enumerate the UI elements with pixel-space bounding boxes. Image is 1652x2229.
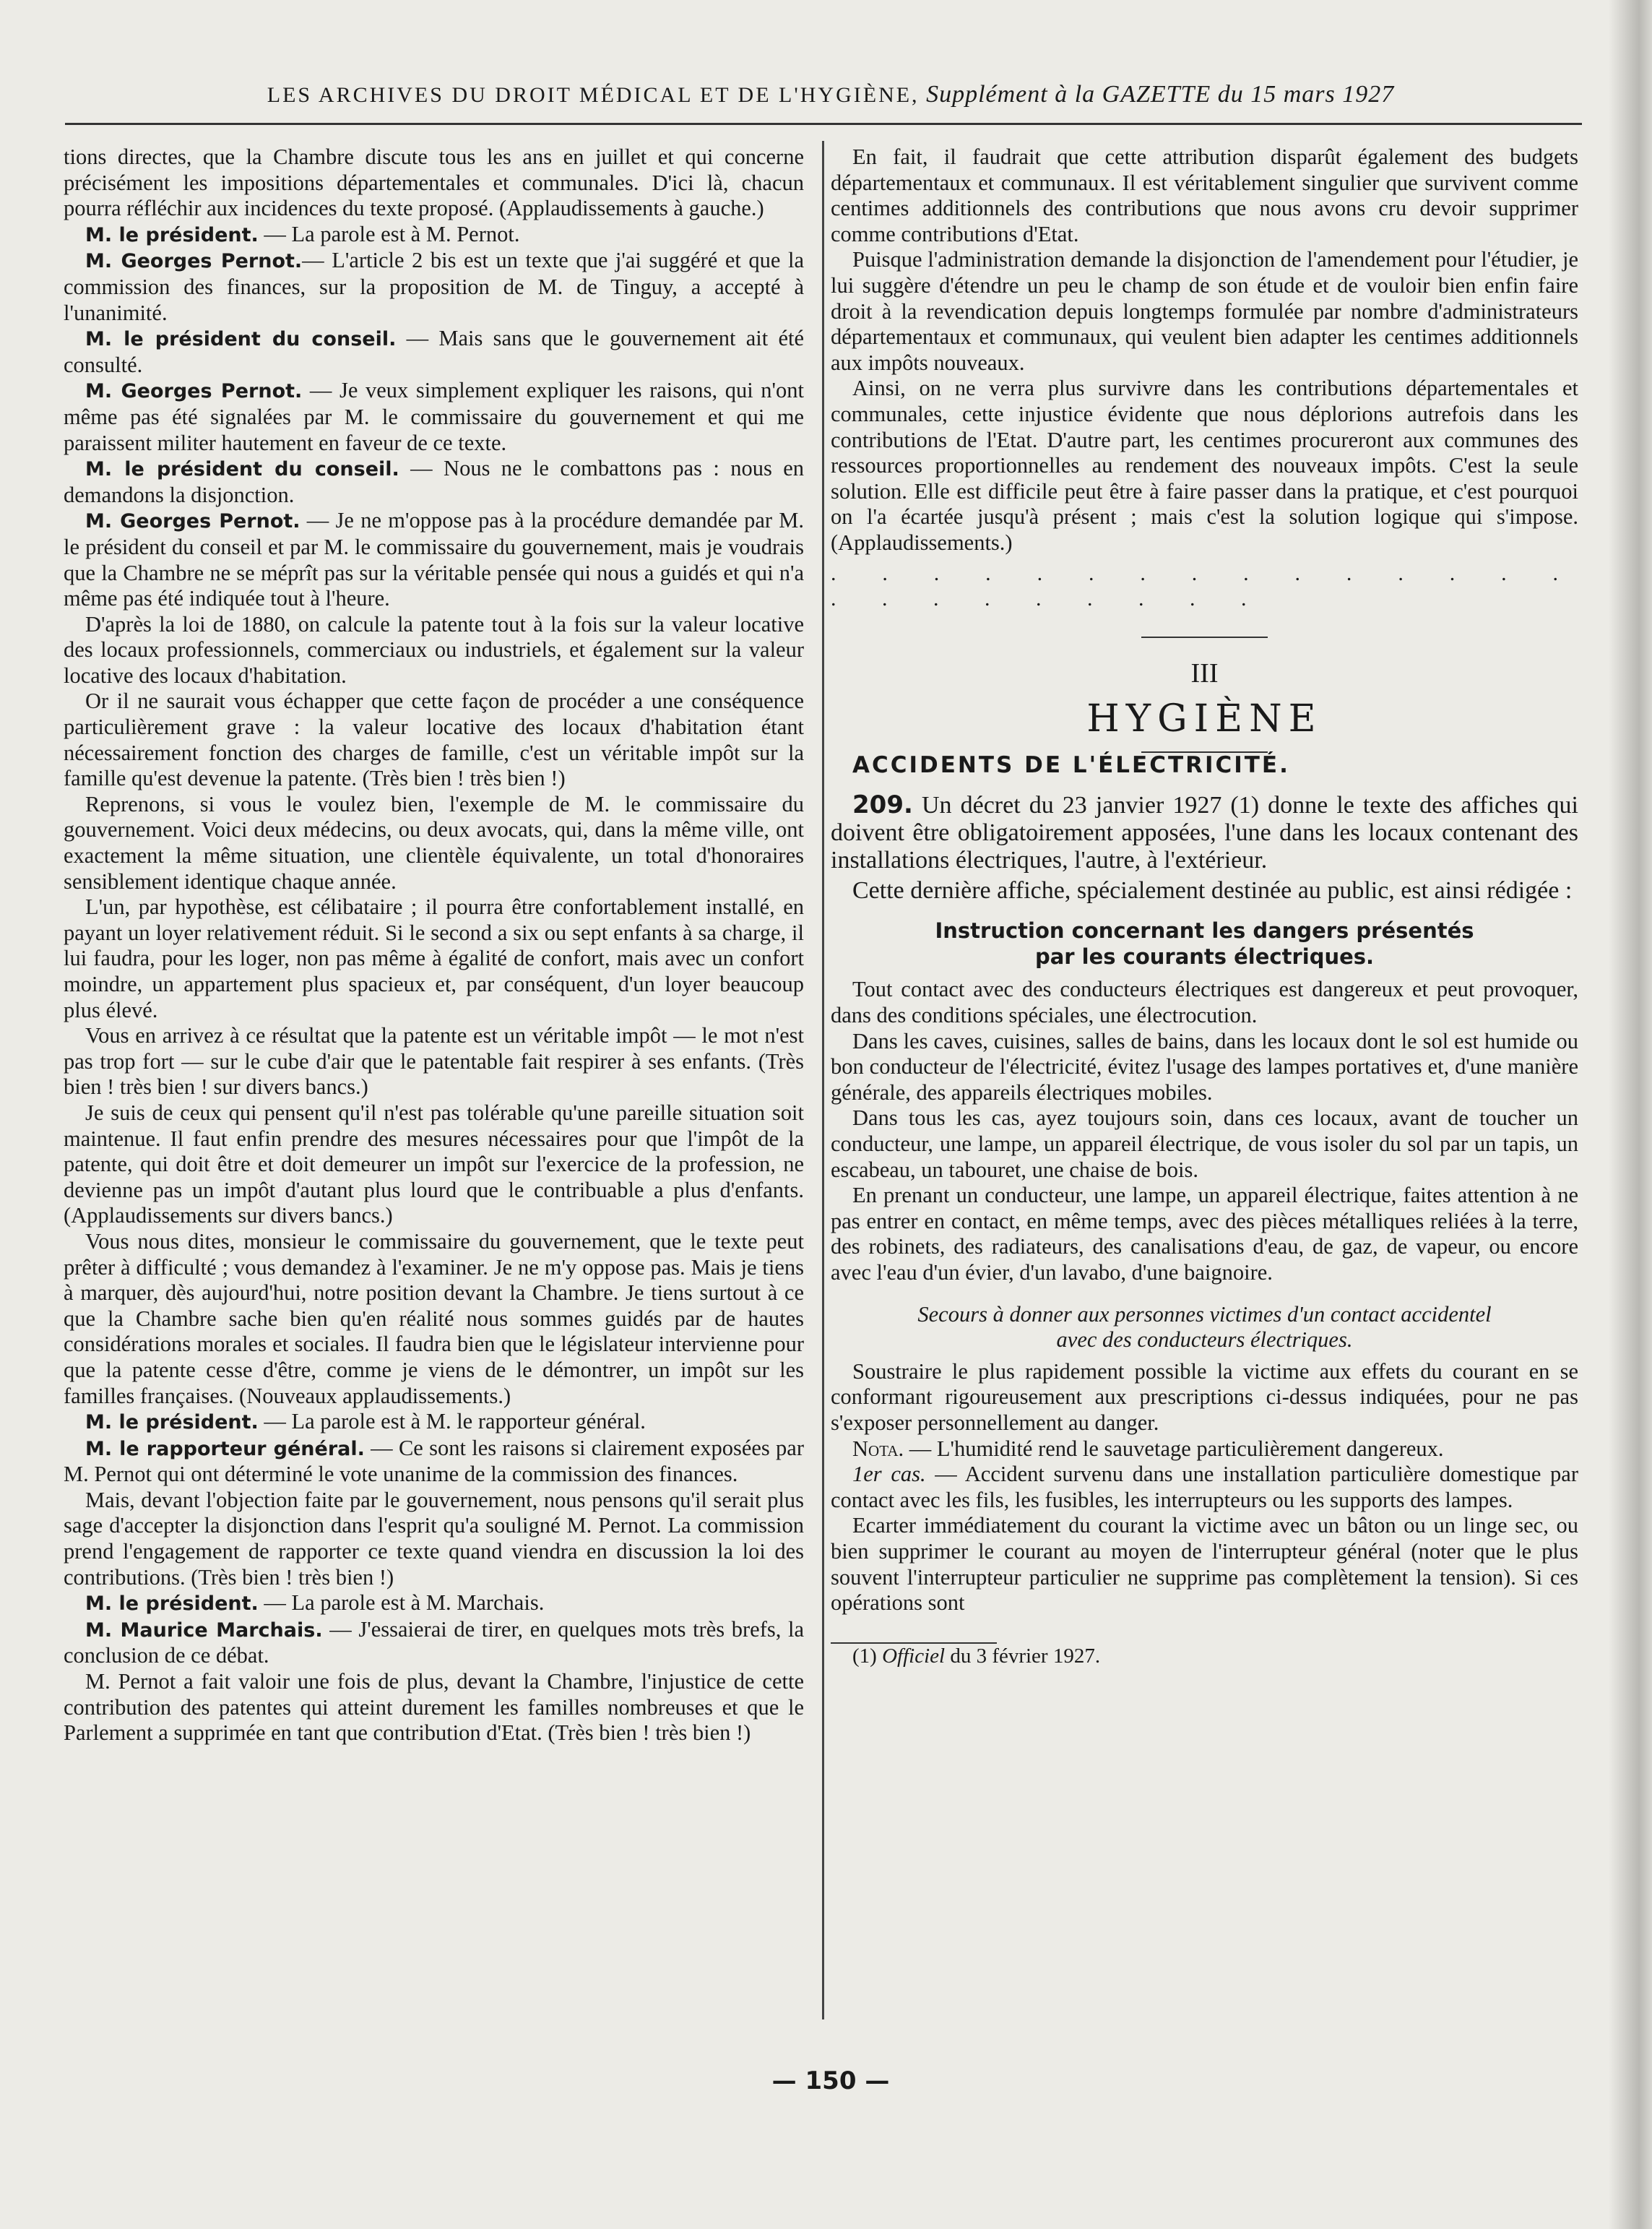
paragraph-text: — J'essaierai de tirer, en quelques mots très brefs, la conclusion de ce débat. xyxy=(64,1616,805,1668)
instruction-paragraphs xyxy=(831,977,1578,1285)
running-head-supplement: Supplément à la GAZETTE du 15 mars 1927 xyxy=(926,81,1395,108)
paragraph-text: — La parole est à M. Marchais. xyxy=(258,1590,545,1616)
nota-label: Nota. xyxy=(852,1436,904,1461)
paragraph-text: — Ce sont les raisons si clairement exposées par M. Pernot qui ont déterminé le vote unanime de la commission des finances. xyxy=(64,1435,804,1487)
speaker-name: M. le président. xyxy=(85,1411,259,1434)
paragraph xyxy=(64,326,804,378)
paragraph xyxy=(64,1488,804,1590)
section-rule-top xyxy=(1141,637,1268,638)
last-paragraph: Ecarter immédiatement du courant la victime avec un bâton ou un linge sec, ou bien supprimer le courant au moyen de l'interrupteur général (noter que le plus souvent l'interrupteur particulier ne supprime pas complètement la tension). Si ces opérations sont xyxy=(831,1513,1578,1616)
paragraph xyxy=(64,456,804,508)
paragraph: En prenant un conducteur, une lampe, un appareil électrique, faites attention à ne pas entrer en contact, en même temps, avec des pièces métalliques reliées à la terre, des robinets, des radiateurs, des canalisations d'eau, de gaz, de vapeur, ou encore avec l'eau d'un évier, d'un lavabo, d'une baignoire. xyxy=(831,1183,1578,1285)
speaker-name: M. Georges Pernot. xyxy=(85,380,303,403)
footnote-source: Officiel xyxy=(882,1644,946,1668)
instruction-title xyxy=(831,918,1578,970)
article-lead-text: Un décret du 23 janvier 1927 (1) donne le texte des affiches qui doivent être obligatoirement apposées, l'une dans les locaux contenant des installations électriques, l'autre, à l'extérieur. xyxy=(831,792,1578,874)
paragraph xyxy=(64,1617,804,1669)
cas-paragraph xyxy=(831,1462,1578,1513)
section-title: HYGIÈNE xyxy=(1086,697,1323,741)
paragraph xyxy=(64,1229,804,1409)
paragraph xyxy=(831,145,1578,247)
paragraph xyxy=(64,612,804,689)
speaker-name: M. Maurice Marchais. xyxy=(85,1618,323,1642)
paragraph: Soustraire le plus rapidement possible la victime aux effets du courant en se conformant rigoureusement aux prescriptions ci-dessus indiquées, pour ne pas s'exposer personnellement au danger. xyxy=(831,1358,1578,1435)
instruction-title-line-2: par les courants électriques. xyxy=(1034,944,1375,970)
paragraph-text: Mais, devant l'objection faite par le gouvernement, nous pensons qu'il serait plus sage d'accepter la disjonction dans l'esprit qu'a souligné M. Pernot. La commission prend l'engagement de rapporter ce texte quand viendra en discussion la loi des contributions. (Très bien ! très bien !) xyxy=(64,1487,804,1590)
paragraph xyxy=(64,1590,804,1617)
paragraph-text: En fait, il faudrait que cette attribution disparût également des budgets départementaux et communaux. Il est véritablement singulier que survivent comme centimes additionnels des contributions que nous avons cru devoir supprimer comme contributions d'Etat. xyxy=(831,145,1578,246)
paragraph-text: Or il ne saurait vous échapper que cette façon de procéder a une conséquence particulièrement grave : la valeur locative des locaux d'habitation étant nécessairement fonction des charges de famille, c'est un véritable impôt sur la famille qu'est devenue la patente. (Très bien ! très bien !) xyxy=(64,689,804,791)
paragraph-text: — Nous ne le combattons pas : nous en demandons la disjonction. xyxy=(64,456,804,507)
speaker-name: M. le président du conseil. xyxy=(85,328,397,351)
paragraph-text: — Je veux simplement expliquer les raisons, qui n'ont même pas été signalées par M. le commissaire du gouvernement et qui me paraissent militer hautement en faveur de ce texte. xyxy=(64,378,804,455)
secours-heading xyxy=(831,1302,1578,1353)
instruction-title-line-1: Instruction concernant les dangers présentés xyxy=(935,918,1474,944)
paragraph xyxy=(64,378,804,456)
page-number: — 150 — xyxy=(771,2066,890,2095)
section-number: III xyxy=(1190,658,1219,689)
paragraph-text: — L'article 2 bis est un texte que j'ai suggéré et que la commission des finances, sur la proposition de M. de Tinguy, a accepté à l'unanimité. xyxy=(64,248,804,325)
nota-paragraph xyxy=(831,1436,1578,1462)
paragraph xyxy=(64,145,804,222)
paragraph-text: — La parole est à M. Pernot. xyxy=(258,221,520,246)
article-number: 209. xyxy=(852,790,913,820)
secours-heading-line-1: Secours à donner aux personnes victimes d'un contact accidentel xyxy=(917,1301,1492,1327)
paragraph-text: Reprenons, si vous le voulez bien, l'exemple de M. le commissaire du gouvernement. Voici deux médecins, ou deux avocats, qui, dans la même ville, ont exactement la même situation, une clientèle équivalente, un total d'honoraires sensiblement identique chaque année. xyxy=(64,791,804,894)
paragraph xyxy=(64,1409,804,1436)
left-column xyxy=(64,145,804,1746)
footnote-mark: (1) xyxy=(852,1644,877,1668)
speaker-name: M. le président. xyxy=(85,223,259,246)
footnote xyxy=(831,1644,1578,1670)
right-column xyxy=(831,145,1578,1669)
paragraph-text: Vous en arrivez à ce résultat que la patente est un véritable impôt — le mot n'est pas trop fort — sur le cube d'air que le patentable fait respirer à ses enfants. (Très bien ! très bien ! sur divers bancs.) xyxy=(64,1023,804,1100)
secours-paragraphs xyxy=(831,1359,1578,1436)
paragraph-text: Vous nous dites, monsieur le commissaire du gouvernement, que le texte peut prêter à difficulté ; vous demandez à l'examiner. Je ne m'y oppose pas. Mais je tiens à marquer, dès aujourd'hui, notre position devant la Chambre. Je tiens surtout à ce que la Chambre sache bien qu'en réalité nous sommes guidés par de hautes considérations morales et sociales. Il faudra bien que le législateur intervienne pour que la patente cesse d'être, comme je viens de le démontrer, un impôt sur les familles françaises. (Nouveaux applaudissements.) xyxy=(64,1228,804,1408)
right-column-top xyxy=(831,145,1578,556)
cas-label: 1er cas. xyxy=(852,1462,926,1487)
paragraph-text: — La parole est à M. le rapporteur général. xyxy=(258,1409,646,1434)
paragraph-text: tions directes, que la Chambre discute tous les ans en juillet et qui concerne précisément les impositions départementales et communales. D'ici là, chacun pourra réfléchir aux incidences du texte proposé. (Applaudissements à gauche.) xyxy=(64,145,804,221)
paragraph xyxy=(64,248,804,326)
paragraph-text: M. Pernot a fait valoir une fois de plus, devant la Chambre, l'injustice de cette contribution des patentes qui atteint durement les familles nombreuses et que le Parlement a supprimée en tant que contribution d'Etat. (Très bien ! très bien !) xyxy=(64,1669,804,1746)
article-lead xyxy=(831,791,1578,874)
speaker-name: M. le rapporteur général. xyxy=(85,1437,365,1460)
paragraph: Tout contact avec des conducteurs électriques est dangereux et peut provoquer, dans des conditions spéciales, une électrocution. xyxy=(831,977,1578,1028)
paragraph-text: Je suis de ceux qui pensent qu'il n'est pas tolérable qu'une pareille situation soit maintenue. Il faut enfin prendre des mesures nécessaires pour que l'impôt de la patente, qui doit être et doit demeurer un impôt sur l'exercice de la profession, ne devienne pas un impôt d'autant plus lourd que le contribuable a plus d'enfants. (Applaudissements sur divers bancs.) xyxy=(64,1100,804,1228)
paragraph-text: — Je ne m'oppose pas à la procédure demandée par M. le président du conseil et par M. le commissaire du gouvernement, mais je voudrais que la Chambre ne se méprît pas sur la véritable pensée qui nous a guidés et qui n'a même pas été indiquée tout à l'heure. xyxy=(64,508,804,611)
running-head xyxy=(195,81,1466,108)
speaker-name: M. le président du conseil. xyxy=(85,458,399,481)
paragraph xyxy=(64,689,804,791)
running-head-title: LES ARCHIVES DU DROIT MÉDICAL ET DE L'HYGIÈNE, xyxy=(267,83,920,107)
header-rule xyxy=(65,123,1582,125)
column-divider xyxy=(822,141,824,2019)
paragraph-text: Ainsi, on ne verra plus survivre dans les contributions départementales et communales, cette injustice évidente que nous déplorions autrefois dans les contributions de l'Etat. D'autre part, les centimes procureront aux communes des ressources proportionnelles au rendement des nouveaux impôts. C'est la seule solution. Elle est difficile peut être à faire passer dans la pratique, et c'est pourquoi on l'a écartée jusqu'à présent ; mais c'est la solution logique qui s'impose. (Applaudissements.) xyxy=(831,376,1578,555)
paragraph-text: — Mais sans que le gouvernement ait été consulté. xyxy=(64,326,804,377)
paragraph: Dans les caves, cuisines, salles de bains, dans les locaux dont le sol est humide ou bon conducteur de l'électricité, évitez l'usage des lampes portatives et, d'une manière générale, des appareils électriques mobiles. xyxy=(831,1028,1578,1105)
subheading: ACCIDENTS DE L'ÉLECTRICITÉ. xyxy=(852,751,1290,778)
paragraph xyxy=(64,894,804,1023)
paragraph: Dans tous les cas, ayez toujours soin, dans ces locaux, avant de toucher un conducteur, une lampe, un appareil électrique, de vous isoler du sol par un tapis, un escabeau, un tabouret, une chaise de bois. xyxy=(831,1105,1578,1182)
paragraph-text: L'un, par hypothèse, est célibataire ; il pourra être confortablement installé, en payant un loyer relativement réduit. Si le second a six ou sept enfants à sa charge, il lui faudra, pour les loger, non pas même à égalité de confort, mais avec un confort moindre, un appartement plus spacieux et, par conséquent, d'un loyer beaucoup plus élevé. xyxy=(64,894,804,1022)
paragraph xyxy=(64,1100,804,1229)
paragraph xyxy=(64,792,804,894)
paragraph xyxy=(831,247,1578,376)
speaker-name: M. Georges Pernot. xyxy=(85,250,303,273)
paragraph xyxy=(64,1669,804,1746)
ellipsis-dots: . . . . . . . . . . . . . . . . . . . . . . . . xyxy=(831,561,1578,611)
paragraph xyxy=(64,1023,804,1100)
paragraph-text: D'après la loi de 1880, on calcule la patente tout à la fois sur la valeur locative des locaux professionnels, commerciaux ou industriels, et également sur la valeur locative des locaux d'habitation. xyxy=(64,611,804,688)
page-edge-shadow xyxy=(1609,0,1652,2229)
paragraph xyxy=(64,1436,804,1488)
footnote-text: du 3 février 1927. xyxy=(945,1644,1101,1668)
article-second: Cette dernière affiche, spécialement destinée au public, est ainsi rédigée : xyxy=(852,877,1573,905)
paragraph xyxy=(64,222,804,249)
nota-text: — L'humidité rend le sauvetage particulièrement dangereux. xyxy=(904,1436,1444,1461)
paragraph-text: Puisque l'administration demande la disjonction de l'amendement pour l'étudier, je lui suggère d'étendre un peu le champ de son étude et de vouloir bien enfin faire droit à la revendication depuis longtemps formulée par nombre d'administrateurs départementaux et communaux, qui veulent bien adapter les centimes additionnels aux impôts nouveaux. xyxy=(831,247,1578,375)
secours-heading-line-2: avec des conducteurs électriques. xyxy=(1056,1327,1353,1353)
speaker-name: M. le président. xyxy=(85,1592,259,1616)
cas-text: — Accident survenu dans une installation particulière domestique par contact avec les fils, les fusibles, les interrupteurs ou les supports des lampes. xyxy=(831,1462,1578,1512)
speaker-name: M. Georges Pernot. xyxy=(85,510,300,533)
paragraph xyxy=(831,376,1578,556)
paragraph xyxy=(64,508,804,611)
